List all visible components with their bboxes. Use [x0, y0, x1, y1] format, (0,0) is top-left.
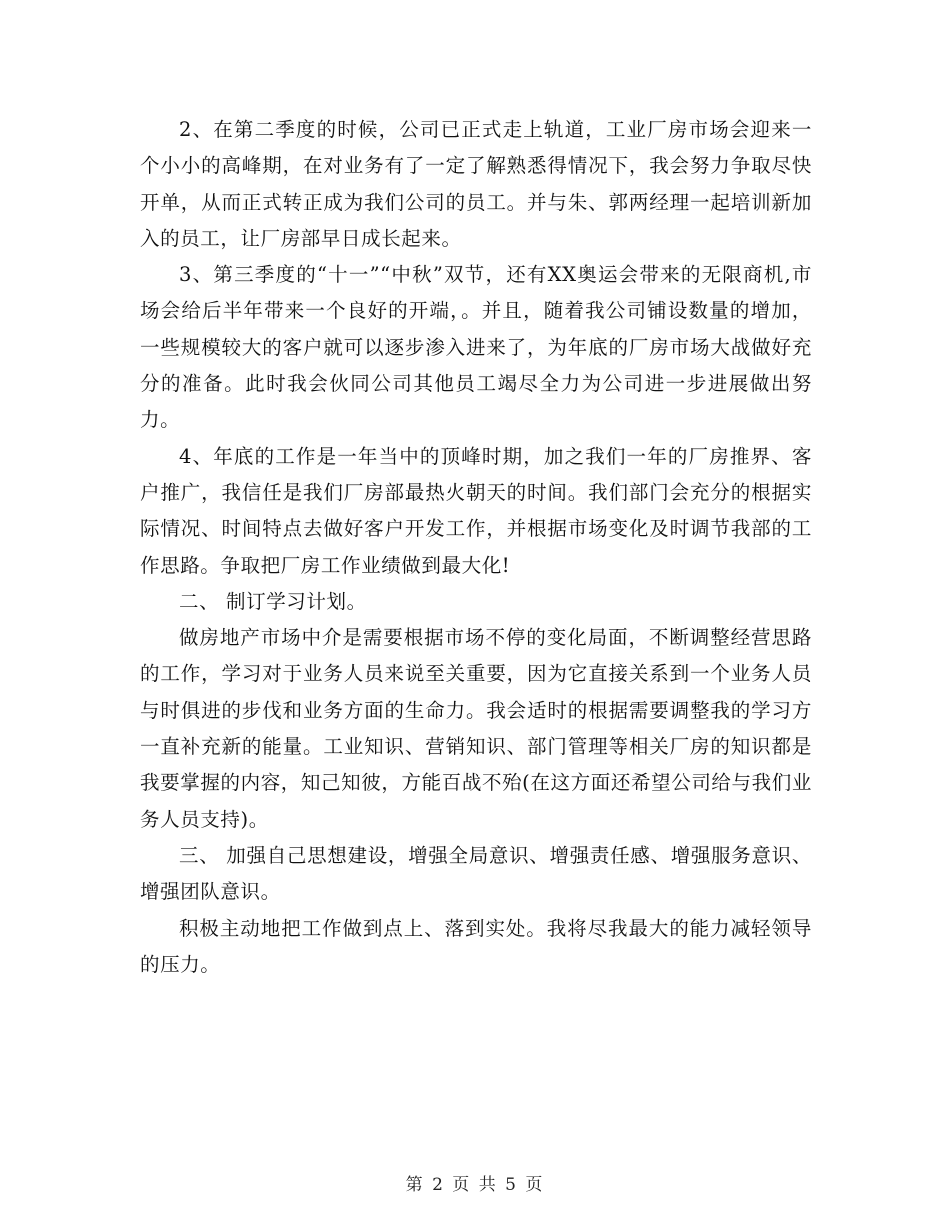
paragraph-q3-plan: 3、第三季度的“十一”“中秋”双节，还有XX奥运会带来的无限商机,市场会给后半年带来一个良好的开端，。并且，随着我公司铺设数量的增加，一些规模较大的客户就可以逐步渗入进来了，为年底的厂房市场大战做好充分的准备。此时我会伙同公司其他员工竭尽全力为公司进一步进展做出努力。	[140, 263, 812, 432]
paragraph-q4-plan: 4、年底的工作是一年当中的顶峰时期，加之我们一年的厂房推界、客户推广，我信任是我们厂房部最热火朝天的时间。我们部门会充分的根据实际情况、时间特点去做好客户开发工作，并根据市场变化及时调节我部的工作思路。争取把厂房工作业绩做到最大化!	[140, 444, 812, 577]
document-body	[140, 112, 812, 983]
paragraph-commitment: 积极主动地把工作做到点上、落到实处。我将尽我最大的能力减轻领导的压力。	[140, 916, 812, 976]
page-number-footer: 第 2 页 共 5 页	[405, 1175, 545, 1195]
paragraph-q2-plan: 2、在第二季度的时候，公司已正式走上轨道，工业厂房市场会迎来一个小小的高峰期，在对业务有了一定了解熟悉得情况下，我会努力争取尽快开单，从而正式转正成为我们公司的员工。并与朱、郭两经理一起培训新加入的员工，让厂房部早日成长起来。	[140, 118, 812, 250]
paragraph-study-plan: 做房地产市场中介是需要根据市场不停的变化局面，不断调整经营思路的工作，学习对于业务人员来说至关重要，因为它直接关系到一个业务人员与时俱进的步伐和业务方面的生命力。我会适时的根据需要调整我的学习方一直补充新的能量。工业知识、营销知识、部门管理等相关厂房的知识都是我要掌握的内容，知己知彼，方能百战不殆(在这方面还希望公司给与我们业务人员支持)。	[140, 626, 812, 831]
section-heading-study-plan: 二、 制订学习计划。	[179, 589, 367, 613]
section-heading-self-development: 三、 加强自己思想建设，增强全局意识、增强责任感、增强服务意识、增强团队意识。	[140, 843, 812, 904]
